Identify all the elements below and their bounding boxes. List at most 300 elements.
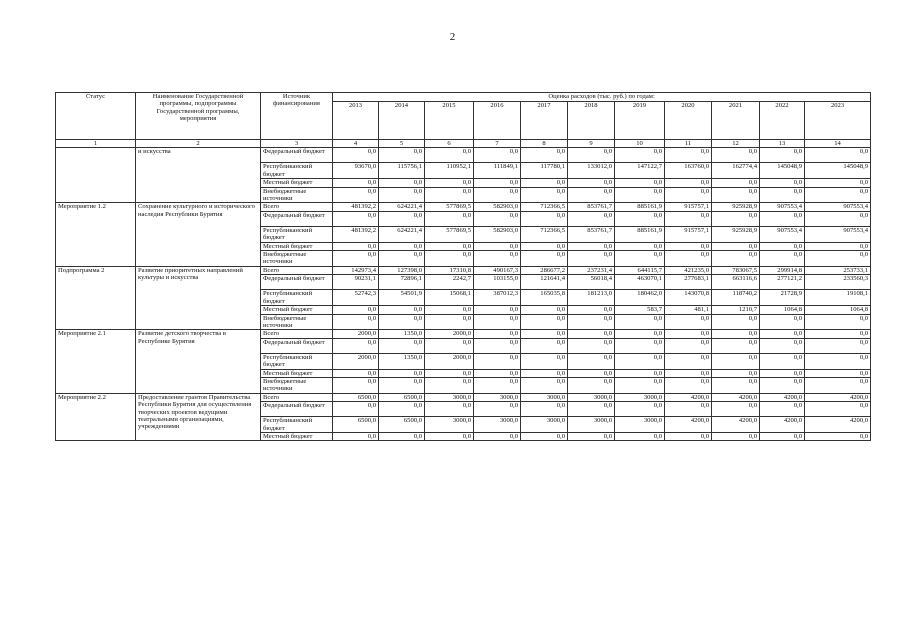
row-value: 4200,0	[665, 393, 712, 401]
row-value: 0,0	[615, 242, 665, 250]
row-source: Внебюджетные источники	[261, 187, 333, 203]
row-value: 0,0	[760, 179, 805, 187]
row-value: 0,0	[425, 306, 474, 314]
table-row	[56, 330, 871, 338]
row-value: 56018,4	[568, 275, 615, 290]
row-value: 0,0	[521, 211, 568, 226]
row-source: Внебюджетные источники	[261, 377, 333, 393]
row-value: 15068,1	[425, 290, 474, 306]
row-value: 121641,4	[521, 275, 568, 290]
row-value: 0,0	[521, 369, 568, 377]
row-value: 0,0	[333, 402, 379, 417]
row-value: 0,0	[379, 377, 425, 393]
row-source: Всего	[261, 330, 333, 338]
row-value: 162774,4	[712, 163, 760, 179]
row-value: 0,0	[568, 251, 615, 267]
row-value: 0,0	[712, 402, 760, 417]
row-value: 145048,9	[760, 163, 805, 179]
column-number: 14	[805, 140, 871, 148]
row-value: 0,0	[333, 377, 379, 393]
row-value: 0,0	[521, 242, 568, 250]
row-value: 0,0	[568, 187, 615, 203]
header-year-2021: 2021	[712, 102, 760, 140]
row-value: 0,0	[665, 330, 712, 338]
row-value: 0,0	[333, 338, 379, 353]
row-value: 19108,1	[805, 290, 871, 306]
row-source: Всего	[261, 203, 333, 211]
row-value: 0,0	[760, 211, 805, 226]
row-value: 1350,0	[379, 353, 425, 369]
row-value: 299914,8	[760, 266, 805, 274]
row-value: 0,0	[379, 148, 425, 163]
row-value: 0,0	[615, 179, 665, 187]
page-number: 2	[449, 31, 456, 43]
row-value: 0,0	[615, 377, 665, 393]
column-number: 13	[760, 140, 805, 148]
row-value: 0,0	[521, 432, 568, 440]
row-value: 490167,3	[474, 266, 521, 274]
budget-table	[55, 92, 871, 441]
row-source: Республиканский бюджет	[261, 163, 333, 179]
row-value: 0,0	[333, 179, 379, 187]
row-value: 0,0	[760, 187, 805, 203]
row-value: 277683,1	[665, 275, 712, 290]
row-value: 0,0	[665, 377, 712, 393]
row-value: 2000,0	[425, 330, 474, 338]
row-value: 3000,0	[474, 393, 521, 401]
table-row	[56, 266, 871, 274]
row-value: 925928,9	[712, 203, 760, 211]
row-value: 0,0	[712, 187, 760, 203]
row-value: 0,0	[474, 369, 521, 377]
row-value: 103155,0	[474, 275, 521, 290]
row-value: 118740,2	[712, 290, 760, 306]
row-value: 0,0	[760, 148, 805, 163]
row-source: Федеральный бюджет	[261, 338, 333, 353]
row-value: 0,0	[805, 314, 871, 330]
row-value: 117780,1	[521, 163, 568, 179]
row-value: 0,0	[425, 179, 474, 187]
row-value: 142973,4	[333, 266, 379, 274]
row-value: 0,0	[474, 314, 521, 330]
row-value: 0,0	[805, 353, 871, 369]
row-value: 4200,0	[760, 417, 805, 433]
row-value: 907553,4	[760, 226, 805, 242]
row-value: 481392,2	[333, 226, 379, 242]
column-number: 2	[136, 140, 261, 148]
row-value: 4200,0	[712, 393, 760, 401]
table-row	[56, 148, 871, 163]
row-value: 387012,3	[474, 290, 521, 306]
row-value: 0,0	[474, 242, 521, 250]
row-value: 0,0	[805, 251, 871, 267]
row-value: 663116,6	[712, 275, 760, 290]
row-value: 0,0	[379, 187, 425, 203]
header-year-2018: 2018	[568, 102, 615, 140]
row-value: 0,0	[425, 211, 474, 226]
header-status: Статус	[56, 93, 136, 140]
row-status: Подпрограмма 2	[56, 266, 136, 329]
row-value: 0,0	[379, 338, 425, 353]
row-value: 0,0	[425, 402, 474, 417]
row-value: 0,0	[474, 353, 521, 369]
row-value: 90231,1	[333, 275, 379, 290]
row-value: 0,0	[521, 187, 568, 203]
row-value: 0,0	[521, 314, 568, 330]
row-value: 4200,0	[712, 417, 760, 433]
row-value: 0,0	[568, 148, 615, 163]
row-value: 0,0	[425, 314, 474, 330]
row-value: 0,0	[568, 179, 615, 187]
row-value: 2000,0	[333, 353, 379, 369]
row-name: Сохранение культурного и исторического наследия Республики Бурятия	[136, 203, 261, 266]
row-value: 1350,0	[379, 330, 425, 338]
row-value: 0,0	[379, 369, 425, 377]
row-value: 583,7	[615, 306, 665, 314]
row-value: 52742,3	[333, 290, 379, 306]
row-source: Республиканский бюджет	[261, 417, 333, 433]
table-row	[56, 203, 871, 211]
header-year-2020: 2020	[665, 102, 712, 140]
row-value: 582903,0	[474, 203, 521, 211]
header-year-2022: 2022	[760, 102, 805, 140]
row-value: 0,0	[568, 432, 615, 440]
row-value: 0,0	[425, 338, 474, 353]
row-value: 0,0	[712, 330, 760, 338]
row-value: 0,0	[665, 187, 712, 203]
table-row	[56, 393, 871, 401]
row-value: 0,0	[474, 148, 521, 163]
row-value: 712366,5	[521, 226, 568, 242]
row-value: 0,0	[712, 338, 760, 353]
row-value: 0,0	[333, 306, 379, 314]
row-name: Предоставление грантов Правительства Республики Бурятия для осуществления творческих проектов ведущими театральными организациями, учреждениями	[136, 393, 261, 441]
header-year-2015: 2015	[425, 102, 474, 140]
row-source: Федеральный бюджет	[261, 148, 333, 163]
row-value: 0,0	[474, 377, 521, 393]
row-source: Всего	[261, 266, 333, 274]
row-source: Местный бюджет	[261, 369, 333, 377]
row-value: 93670,0	[333, 163, 379, 179]
row-value: 0,0	[712, 369, 760, 377]
row-value: 253733,1	[805, 266, 871, 274]
row-value: 783067,5	[712, 266, 760, 274]
row-value: 4200,0	[805, 417, 871, 433]
row-value: 0,0	[760, 251, 805, 267]
row-value: 3000,0	[568, 417, 615, 433]
row-value: 624221,4	[379, 226, 425, 242]
row-name: Развитие приоритетных направлений культуры и искусства	[136, 266, 261, 329]
row-value: 21728,9	[760, 290, 805, 306]
row-status: Мероприятие 1.2	[56, 203, 136, 266]
row-value: 0,0	[712, 353, 760, 369]
row-value: 907553,4	[805, 226, 871, 242]
row-status: Мероприятие 2.1	[56, 330, 136, 393]
row-value: 0,0	[615, 211, 665, 226]
row-value: 110952,1	[425, 163, 474, 179]
row-value: 0,0	[379, 432, 425, 440]
row-value: 0,0	[521, 306, 568, 314]
row-value: 0,0	[760, 242, 805, 250]
row-value: 0,0	[712, 377, 760, 393]
row-value: 0,0	[805, 369, 871, 377]
column-number: 12	[712, 140, 760, 148]
row-value: 644115,7	[615, 266, 665, 274]
row-value: 0,0	[379, 314, 425, 330]
header-year-2016: 2016	[474, 102, 521, 140]
row-value: 0,0	[568, 402, 615, 417]
row-value: 0,0	[425, 432, 474, 440]
row-value: 853761,7	[568, 226, 615, 242]
row-name: Развитие детского творчества в Республике Бурятия	[136, 330, 261, 393]
row-value: 111849,1	[474, 163, 521, 179]
row-value: 0,0	[379, 402, 425, 417]
row-value: 0,0	[760, 338, 805, 353]
row-source: Внебюджетные источники	[261, 314, 333, 330]
row-value: 0,0	[805, 338, 871, 353]
row-value: 0,0	[805, 432, 871, 440]
row-source: Внебюджетные источники	[261, 251, 333, 267]
column-number: 5	[379, 140, 425, 148]
row-value: 147122,7	[615, 163, 665, 179]
row-value: 0,0	[521, 179, 568, 187]
row-value: 0,0	[474, 179, 521, 187]
row-value: 0,0	[615, 187, 665, 203]
row-value: 143070,8	[665, 290, 712, 306]
row-value: 0,0	[568, 369, 615, 377]
row-value: 0,0	[333, 432, 379, 440]
row-value: 0,0	[665, 353, 712, 369]
header-year-2013: 2013	[333, 102, 379, 140]
row-value: 0,0	[425, 251, 474, 267]
row-value: 885161,9	[615, 203, 665, 211]
row-value: 0,0	[665, 314, 712, 330]
row-value: 0,0	[760, 402, 805, 417]
row-value: 0,0	[615, 338, 665, 353]
row-source: Местный бюджет	[261, 179, 333, 187]
row-value: 481392,2	[333, 203, 379, 211]
row-value: 0,0	[521, 402, 568, 417]
row-value: 3000,0	[521, 417, 568, 433]
header-year-2017: 2017	[521, 102, 568, 140]
header-year-2014: 2014	[379, 102, 425, 140]
row-value: 0,0	[615, 330, 665, 338]
row-value: 0,0	[425, 148, 474, 163]
row-value: 0,0	[615, 432, 665, 440]
row-value: 163760,0	[665, 163, 712, 179]
row-value: 181213,0	[568, 290, 615, 306]
row-value: 1210,7	[712, 306, 760, 314]
row-value: 0,0	[568, 330, 615, 338]
row-value: 0,0	[474, 211, 521, 226]
row-value: 0,0	[665, 179, 712, 187]
header-source: Источник финансирования	[261, 93, 333, 140]
row-value: 0,0	[760, 432, 805, 440]
row-value: 0,0	[760, 377, 805, 393]
row-value: 0,0	[760, 314, 805, 330]
row-source: Республиканский бюджет	[261, 353, 333, 369]
row-value: 463070,1	[615, 275, 665, 290]
row-value: 0,0	[760, 353, 805, 369]
row-value: 6500,0	[333, 417, 379, 433]
row-value: 0,0	[712, 432, 760, 440]
row-value: 0,0	[474, 306, 521, 314]
row-value: 0,0	[665, 251, 712, 267]
row-value: 4200,0	[805, 393, 871, 401]
row-value: 0,0	[805, 402, 871, 417]
row-value: 0,0	[615, 314, 665, 330]
row-source: Республиканский бюджет	[261, 226, 333, 242]
row-value: 180462,0	[615, 290, 665, 306]
row-value: 3000,0	[615, 393, 665, 401]
row-source: Республиканский бюджет	[261, 290, 333, 306]
row-value: 0,0	[760, 330, 805, 338]
row-name: и искусства	[136, 148, 261, 203]
row-value: 0,0	[474, 402, 521, 417]
row-value: 2000,0	[333, 330, 379, 338]
row-value: 1064,8	[805, 306, 871, 314]
header-year-2023: 2023	[805, 102, 871, 140]
row-value: 0,0	[805, 330, 871, 338]
row-value: 0,0	[805, 242, 871, 250]
row-value: 0,0	[568, 306, 615, 314]
row-value: 0,0	[333, 251, 379, 267]
row-status: Мероприятие 2.2	[56, 393, 136, 441]
row-value: 853761,7	[568, 203, 615, 211]
row-value: 0,0	[568, 338, 615, 353]
header-row-top	[56, 93, 871, 102]
row-value: 6500,0	[379, 417, 425, 433]
row-value: 0,0	[712, 148, 760, 163]
row-value: 0,0	[805, 377, 871, 393]
row-value: 0,0	[521, 148, 568, 163]
row-value: 0,0	[474, 251, 521, 267]
row-value: 0,0	[568, 211, 615, 226]
row-source: Федеральный бюджет	[261, 211, 333, 226]
row-value: 0,0	[615, 353, 665, 369]
row-value: 286677,2	[521, 266, 568, 274]
column-number-row	[56, 140, 871, 148]
row-source: Местный бюджет	[261, 242, 333, 250]
column-number: 7	[474, 140, 521, 148]
row-value: 3000,0	[474, 417, 521, 433]
row-value: 0,0	[521, 353, 568, 369]
row-value: 133012,0	[568, 163, 615, 179]
row-value: 127398,0	[379, 266, 425, 274]
row-value: 0,0	[568, 377, 615, 393]
row-value: 4200,0	[665, 417, 712, 433]
row-value: 1064,8	[760, 306, 805, 314]
row-value: 0,0	[615, 148, 665, 163]
row-value: 237231,4	[568, 266, 615, 274]
column-number: 10	[615, 140, 665, 148]
row-value: 0,0	[805, 179, 871, 187]
row-source: Местный бюджет	[261, 432, 333, 440]
row-value: 0,0	[712, 211, 760, 226]
row-value: 0,0	[568, 353, 615, 369]
row-value: 3000,0	[615, 417, 665, 433]
row-value: 0,0	[333, 242, 379, 250]
row-value: 0,0	[805, 211, 871, 226]
header-year-2019: 2019	[615, 102, 665, 140]
row-value: 2242,7	[425, 275, 474, 290]
column-number: 1	[56, 140, 136, 148]
row-value: 0,0	[425, 377, 474, 393]
row-value: 0,0	[712, 179, 760, 187]
column-number: 9	[568, 140, 615, 148]
row-value: 907553,4	[760, 203, 805, 211]
row-value: 0,0	[760, 369, 805, 377]
row-source: Всего	[261, 393, 333, 401]
row-value: 0,0	[333, 314, 379, 330]
row-value: 233560,3	[805, 275, 871, 290]
header-estimate: Оценка расходов (тыс. руб.) по годам:	[333, 93, 871, 102]
row-value: 885161,9	[615, 226, 665, 242]
row-value: 3000,0	[425, 393, 474, 401]
row-value: 0,0	[568, 314, 615, 330]
row-value: 0,0	[379, 211, 425, 226]
row-value: 0,0	[425, 369, 474, 377]
row-value: 6500,0	[333, 393, 379, 401]
header-name: Наименование Государственной программы, подпрограммы Государственной программы, мероприятия	[136, 93, 261, 140]
row-value: 421235,0	[665, 266, 712, 274]
row-value: 6500,0	[379, 393, 425, 401]
row-value: 0,0	[474, 330, 521, 338]
row-value: 0,0	[425, 187, 474, 203]
row-value: 3000,0	[568, 393, 615, 401]
row-source: Федеральный бюджет	[261, 275, 333, 290]
row-value: 0,0	[665, 369, 712, 377]
row-value: 915757,1	[665, 226, 712, 242]
row-value: 624221,4	[379, 203, 425, 211]
row-value: 0,0	[665, 338, 712, 353]
row-value: 0,0	[521, 377, 568, 393]
row-value: 2000,0	[425, 353, 474, 369]
row-value: 712366,5	[521, 203, 568, 211]
row-value: 915757,1	[665, 203, 712, 211]
row-value: 0,0	[568, 242, 615, 250]
row-value: 0,0	[615, 402, 665, 417]
row-value: 0,0	[615, 251, 665, 267]
row-value: 0,0	[805, 187, 871, 203]
row-value: 0,0	[521, 330, 568, 338]
row-value: 0,0	[665, 402, 712, 417]
column-number: 6	[425, 140, 474, 148]
column-number: 4	[333, 140, 379, 148]
row-value: 0,0	[665, 432, 712, 440]
row-value: 72896,1	[379, 275, 425, 290]
row-value: 0,0	[379, 251, 425, 267]
row-value: 0,0	[521, 251, 568, 267]
row-value: 925928,9	[712, 226, 760, 242]
row-value: 582903,0	[474, 226, 521, 242]
row-value: 0,0	[333, 187, 379, 203]
row-value: 0,0	[665, 242, 712, 250]
row-value: 0,0	[333, 369, 379, 377]
row-value: 0,0	[615, 369, 665, 377]
row-value: 0,0	[474, 338, 521, 353]
column-number: 11	[665, 140, 712, 148]
row-value: 0,0	[379, 179, 425, 187]
row-value: 0,0	[379, 306, 425, 314]
row-value: 0,0	[712, 251, 760, 267]
row-value: 0,0	[425, 242, 474, 250]
row-value: 0,0	[712, 242, 760, 250]
row-value: 277121,2	[760, 275, 805, 290]
column-number: 8	[521, 140, 568, 148]
row-value: 4200,0	[760, 393, 805, 401]
row-value: 145048,9	[805, 163, 871, 179]
